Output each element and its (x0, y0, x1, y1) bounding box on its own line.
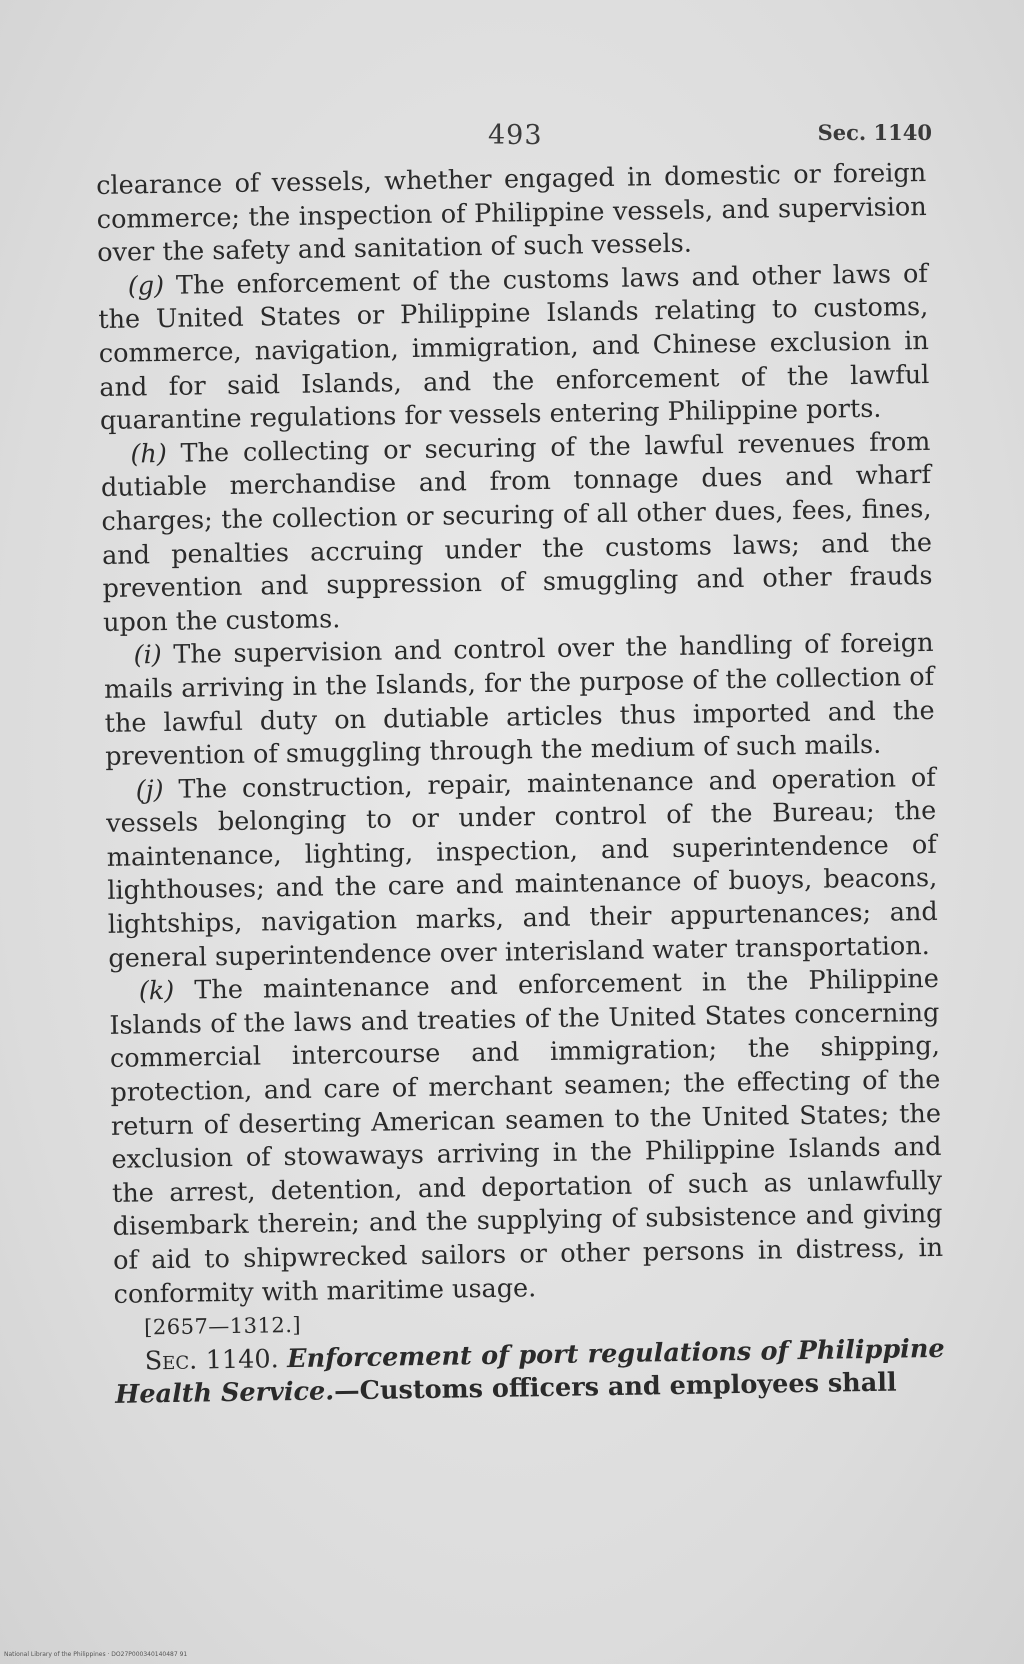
paragraph-k (109, 963, 944, 1312)
library-footer-note: National Library of the Philippines · DO27P000340140487 91 (4, 1651, 188, 1658)
source-citation: [2657—1312.] (143, 1313, 302, 1340)
body-text (96, 157, 945, 1413)
section-text: —Customs officers and employees shall (333, 1367, 897, 1407)
section-1140-paragraph (114, 1333, 945, 1413)
paragraph-text: The collecting or securing of the lawful revenues from dutiable merchandise and from tonnage dues and wharf charges; the collection or securing of all other dues, fees, fines, and penalties accruing under the customs laws; and the prevention and suppression of smuggling and other frauds upon the customs. (100, 426, 933, 638)
paragraph-marker: (h) (130, 438, 168, 470)
paragraph-i (103, 627, 935, 774)
section-label: Sec. 1140. (144, 1344, 279, 1377)
paragraph-marker: (j) (135, 774, 164, 806)
paragraph-j (105, 762, 938, 977)
paragraph-text: The supervision and control over the handling of foreign mails arriving in the Islands, for the purpose of the collection of the lawful duty on dutiable articles thus imported and the prevention of smuggling through the medium of such mails. (103, 628, 935, 773)
paragraph-text: The enforcement of the customs laws and other laws of the United States or Philippine Islands relating to customs, commerce, navigation, immigration, and Chinese exclusion in and for said Islands, and the enforcement of the lawful quarantine regulations for vessels entering Philippine ports. (98, 258, 930, 437)
paragraph-text: The construction, repair, maintenance and operation of vessels belonging to or under control of the Bureau; the maintenance, lighting, inspection, and superintendence of lighthouses; and the care and maintenance of buoys, beacons, lightships, navigation marks, and their appurtenances; and general superintendence over interisland water transportation. (106, 762, 938, 974)
section-title: Enforcement of port regulations of Philippine Health Service. (115, 1333, 945, 1411)
paragraph-marker: (g) (127, 270, 165, 302)
page-number: 493 (488, 120, 543, 151)
page-header (96, 120, 932, 160)
paragraph-marker: (i) (133, 640, 162, 671)
paragraph-g (98, 258, 931, 439)
paragraph-h (100, 426, 933, 641)
intro-paragraph: clearance of vessels, whether engaged in domestic or foreign commerce; the inspection of Philippine vessels, and supervision over the safety and sanitation of such vessels. (96, 157, 927, 269)
paragraph-marker: (k) (138, 976, 175, 1007)
paragraph-text: The maintenance and enforcement in the Philippine Islands of the laws and treaties of the United States concerning commercial intercourse and immigration; the shipping, protection, and care of merchant seamen; the effecting of the return of deserting American seamen to the United States; the exclusion of stowaways arriving in the Philippine Islands and the arrest, detention, and deportation of such as unlawfully disembark therein; and the supplying of subsistence and giving of aid to shipwrecked sailors or other persons in distress, in conformity with maritime usage. (109, 964, 944, 1310)
running-section-ref: Sec. 1140 (817, 120, 932, 145)
